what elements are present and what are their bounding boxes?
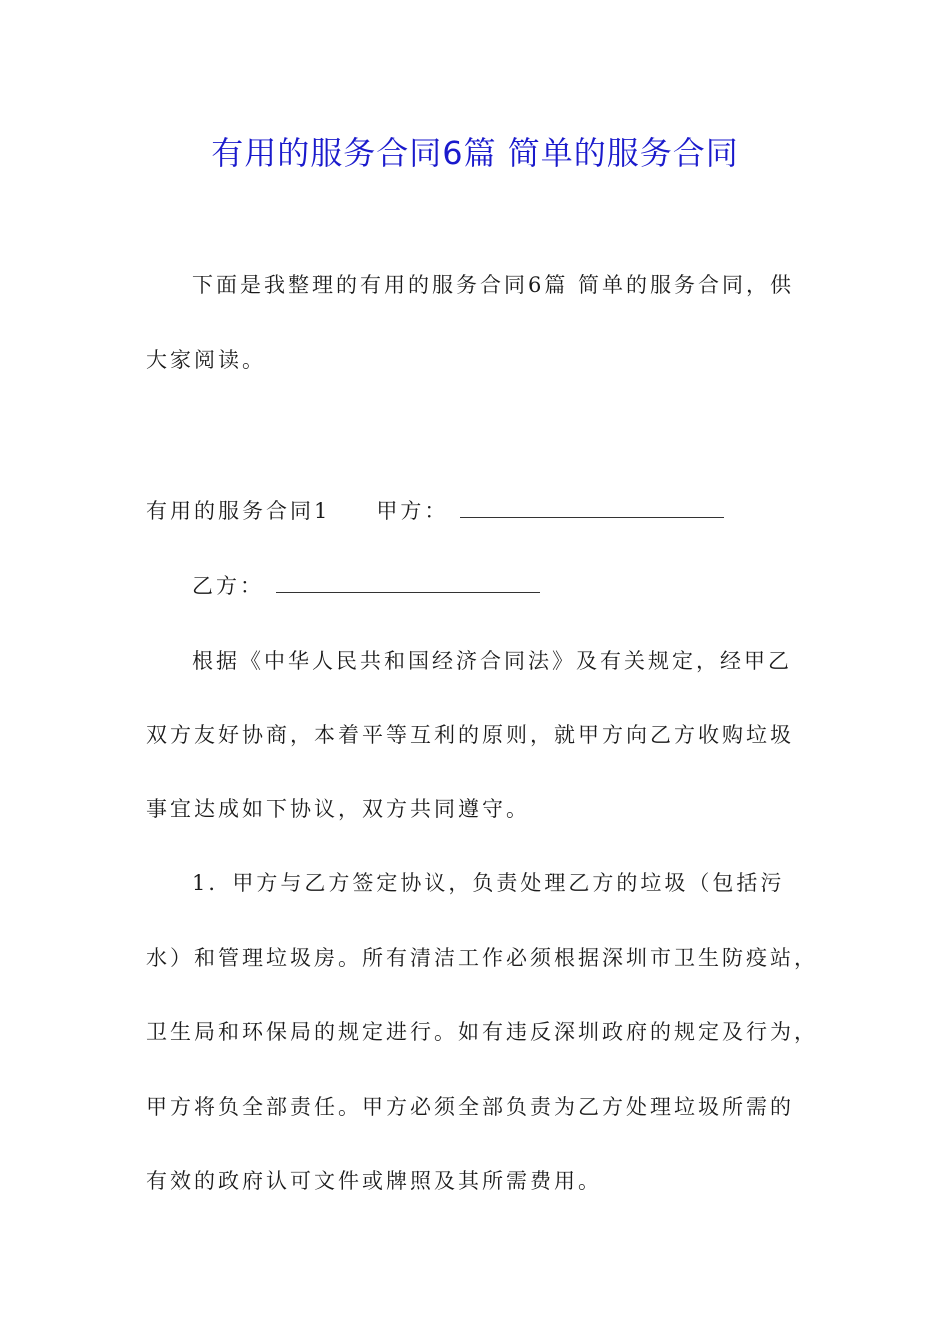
paragraph-2-line-3: 卫生局和环保局的规定进行。如有违反深圳政府的规定及行为，	[146, 1020, 818, 1044]
paragraph-1-line-3: 事宜达成如下协议，双方共同遵守。	[146, 797, 530, 821]
party-b-blank	[276, 572, 540, 593]
paragraph-2-line-4: 甲方将负全部责任。甲方必须全部负责为乙方处理垃圾所需的	[146, 1095, 794, 1119]
paragraph-2-line-5: 有效的政府认可文件或牌照及其所需费用。	[146, 1169, 602, 1193]
intro-line-2: 大家阅读。	[146, 348, 266, 372]
section-heading: 有用的服务合同1	[146, 499, 331, 523]
party-b-label: 乙方：	[192, 574, 264, 598]
paragraph-1-line-1: 根据《中华人民共和国经济合同法》及有关规定，经甲乙	[192, 649, 792, 673]
section-heading-row	[146, 496, 724, 526]
paragraph-2-line-1: 1．甲方与乙方签定协议，负责处理乙方的垃圾（包括污	[192, 871, 785, 895]
party-b-row	[192, 571, 540, 601]
intro-line-1: 下面是我整理的有用的服务合同6篇 简单的服务合同，供	[192, 273, 795, 297]
party-a-label: 甲方：	[376, 499, 449, 523]
paragraph-2-line-2: 水）和管理垃圾房。所有清洁工作必须根据深圳市卫生防疫站，	[146, 946, 818, 970]
paragraph-1-line-2: 双方友好协商，本着平等互利的原则，就甲方向乙方收购垃圾	[146, 723, 794, 747]
party-a-blank	[460, 497, 724, 518]
document-title: 有用的服务合同6篇 简单的服务合同	[211, 134, 739, 172]
